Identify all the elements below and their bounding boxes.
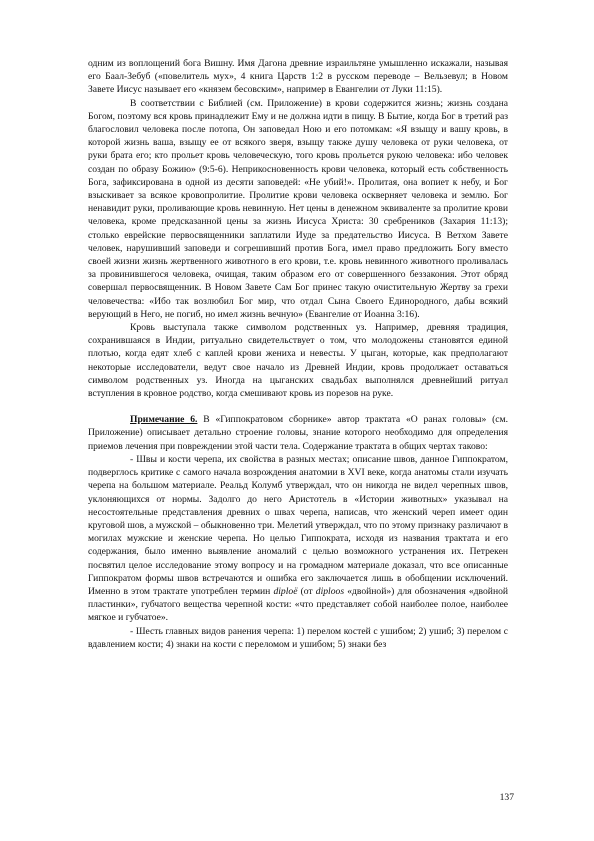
skull-text-part3: «двойной») для обозначения «двойной пластинки», губчатого вещества черепной кости: «что представляет собой наиболее полое, наиболее мягкое и губчатое».: [88, 585, 509, 624]
term-diploe: diploё: [273, 585, 298, 597]
paragraph-blood-kinship: Кровь выступала также символом родственных уз. Например, древняя традиция, сохранившаяся в Индии, ритуально свидетельствует о том, что молодожены становятся единой плотью, когда едят хлеб с каплей крови жениха и невесты. У цыган, которые, как предполагают некоторые исследователи, ведут свое начало из Древней Индии, кровь продолжает оставаться символом родственных уз. Иногда на цыганских свадьбах выполнялся древнейший ритуал вступления в кровное родство, когда смешивают кровь из порезов на руке.: [88, 322, 508, 400]
term-diploos: diploos: [315, 585, 345, 597]
skull-text-part1: - Швы и кости черепа, их свойства в разных местах; описание швов, данное Гиппократом, подверглось критике с самого начала возрождения анатомии в XVI веке, когда анатомы стали изучать черепа на большом материале. Реальд Колумб утверждал, что он никогда не видел черепных швов, уклоняющихся от нормы. Задолго до него Аристотель в «Истории животных» указывал на несостоятельные представления древних о швах черепа, написав, что женский череп имеет один круговой шов, а мужской – обыкновенно три. Мелетий утверждал, что по этому признаку различают в могилах мужские и женские черепа. Но целью Гиппократа, исходя из названия трактата и его содержания, было именно выявление аномалий с целью возможного устранения их. Петрекен посвятил целое исследование этому вопросу и на громадном материале доказал, что все описанные Гиппократом формы швов встречаются и ошибка его заключается лишь в обобщении исключений. Именно в этом трактате употреблен термин: [88, 453, 508, 597]
paragraph-vishnu: одним из воплощений бога Вишну. Имя Дагона древние израильтяне умышленно искажали, называя его Баал-Зебуб («повелитель мух», 4 книга Царств 1:2 в русском переводе – Вельзевул; в Новом Завете Иисус называет его «князем бесовским», например в Евангелии от Луки 11:15).: [88, 58, 508, 96]
note-6-label: Примечание 6.: [130, 414, 198, 426]
paragraph-skull-sutures: [88, 453, 508, 625]
main-text: [88, 57, 508, 651]
note-6-text: В «Гиппократовом сборнике» автор трактата «О ранах головы» (см. Приложение) описывает детально строение головы, знание которого необходимо для определения приемов лечения при повреждении этой части тела. Содержание трактата в общих чертах таково:: [88, 414, 508, 452]
note-6: [88, 413, 508, 453]
page-number: 137: [499, 792, 514, 803]
paragraph-wound-types: - Шесть главных видов ранения черепа: 1) перелом костей с ушибом; 2) ушиб; 3) перелом с вдавлением кости; 4) знаки на кости с переломом и ушибом; 5) знаки без: [88, 625, 508, 650]
skull-text-part2: (от: [297, 585, 316, 597]
paragraph-blood-bible: В соответствии с Библией (см. Приложение) в крови содержится жизнь; жизнь создана Богом, поэтому вся кровь принадлежит Ему и не должна идти в пищу. В Бытие, когда Бог в третий раз благословил человека после потопа, Он заповедал Ною и его потомкам: «Я взыщу и вашу кровь, в которой жизнь ваша, взыщу ее от всякого зверя, взыщу также душу человека от руки человека, от руки брата его; кто прольет кровь человеческую, того кровь прольется рукою человека: ибо человек создан по образу Божию» (9:5-6). Неприкосновенность крови человека, который есть собственность Бога, зафиксирована в одной из десяти заповедей: «Не убий!». Пролитая, она вопиет к небу, и Бог взыскивает за всякое кровопролитие. Пролитие крови человека оскверняет человека и землю. Бог ненавидит руки, проливающие кровь невинную. Нет цены в денежном эквиваленте за пролитие крови человека, кроме предсказанной цены за жизнь Иисуса Христа: 30 сребреников (Захария 11:13); столько еврейские первосвященники заплатили Иуде за предательство Иисуса. В Ветхом Завете человек, нарушивший заповеди и согрешивший против Бога, имел право предложить Богу вместо своей жизни жизнь жертвенного животного в его крови, т.е. кровь невинного животного проливалась за провинившегося человека, очищая, таким образом его от совершенного беззакония. Этот обряд совершал первосвященник. В Новом Завете Сам Бог принес такую очистительную Жертву за грехи человечества: «Ибо так возлюбил Бог мир, что отдал Сына Своего Единородного, дабы всякий верующий в Него, не погиб, но имел жизнь вечную» (Евангелие от Иоанна 3:16).: [88, 97, 508, 320]
